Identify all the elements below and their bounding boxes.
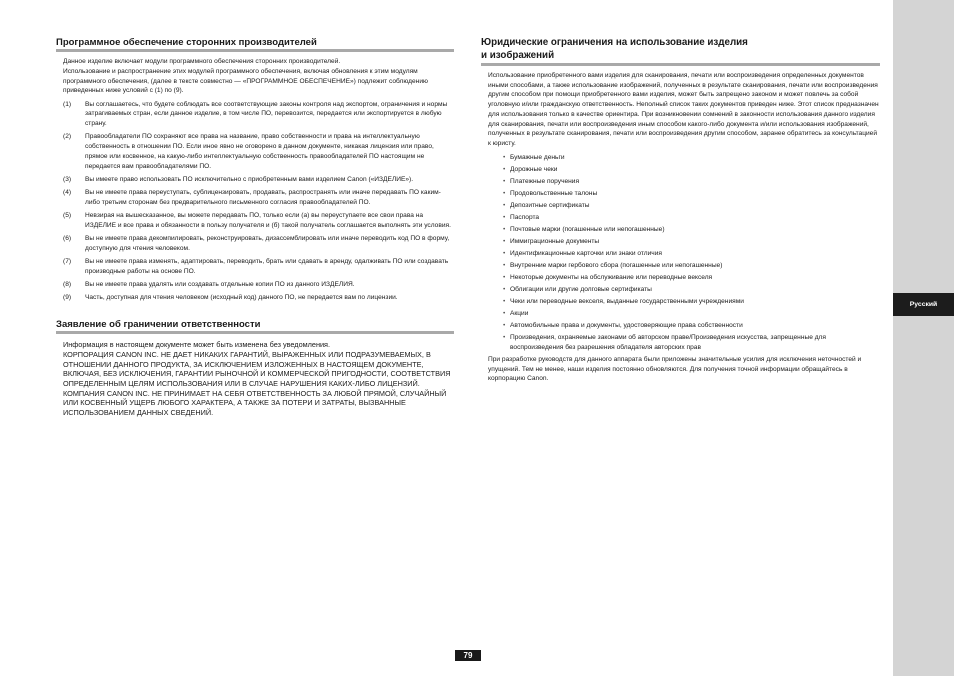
- bullet-icon: •: [503, 250, 506, 257]
- bullet-icon: •: [503, 201, 506, 209]
- list-item: [503, 213, 880, 223]
- bullet-icon: •: [503, 298, 506, 306]
- disclaimer-notice: Информация в настоящем документе может быть изменена без уведомления.: [63, 340, 331, 350]
- list-item: [503, 165, 880, 175]
- item-text: Облигации или другие долговые сертификаты: [510, 286, 652, 294]
- item-text: Вы соглашаетесь, что будете соблюдать все соответствующие законы контроля над экспортом, ограничения и нормы затрагиваемых стран, если данное изделие, в том числе ПО, перевозится, передается или экспортируется в любую страну.: [85, 100, 448, 128]
- bullet-icon: •: [503, 286, 506, 294]
- software-intro-line: Данное изделие включает модули программного обеспечения сторонних производителей.: [63, 58, 341, 65]
- list-item: [503, 249, 880, 259]
- item-number: (8): [63, 281, 72, 289]
- bullet-icon: •: [503, 165, 506, 173]
- bullet-icon: •: [503, 225, 506, 233]
- list-item: [56, 132, 454, 171]
- software-terms-list: [56, 100, 454, 303]
- list-item: [56, 257, 454, 276]
- item-text: Вы не имеете права изменять, адаптировать, переводить, брать или сдавать в аренду, одалживать ПО или создавать производные работы на основе ПО.: [85, 258, 449, 275]
- item-text: Паспорта: [510, 213, 540, 221]
- item-number: (4): [63, 189, 72, 197]
- legal-heading-line1: Юридические ограничения на использование изделия: [481, 37, 748, 48]
- legal-heading-line2: и изображений: [481, 49, 555, 61]
- item-text: Вы имеете право использовать ПО исключительно с приобретенным вами изделием Canon («ИЗДЕЛИЕ»).: [85, 175, 414, 183]
- item-text: Некоторые документы на обслуживание или переводные векселя: [510, 274, 713, 282]
- list-item: [503, 321, 880, 331]
- bullet-icon: •: [503, 213, 506, 221]
- list-item: [56, 280, 454, 290]
- item-text: Внутренние марки гербового сбора (погашенные или непогашенные): [510, 262, 723, 270]
- software-intro-line: Использование и распространение этих модулей программного обеспечения, включая обновления к этим модулям программного обеспечения, (далее в тексте совместно — «ПРОГРАММНОЕ ОБЕСПЕЧЕНИЕ») подлежит соблюдению приведенных ниже условий с (1) по (9).: [63, 67, 428, 95]
- item-text: Чеки или переводные векселя, выданные государственными учреждениями: [510, 298, 744, 306]
- list-item: [503, 225, 880, 235]
- bullet-icon: •: [503, 310, 506, 318]
- left-column: [56, 37, 454, 418]
- item-number: (5): [63, 212, 72, 220]
- list-item: [503, 237, 880, 247]
- software-intro: [56, 57, 454, 96]
- restricted-documents-list: [481, 153, 880, 353]
- item-number: (6): [63, 235, 72, 243]
- item-text: Бумажные деньги: [510, 153, 565, 161]
- item-text: Невзирая на вышесказанное, вы можете передавать ПО, только если (а) вы переуступаете все свои права на ИЗДЕЛИЕ и все права и обязанности в пользу получателя и (б) такой получатель соглашается выполнять эти условия.: [85, 212, 451, 229]
- item-number: (1): [63, 100, 72, 108]
- item-number: (7): [63, 258, 72, 266]
- item-text: Часть, доступная для чтения человеком (исходный код) данного ПО, не передается вам по лицензии.: [85, 294, 398, 302]
- bullet-icon: •: [503, 189, 506, 197]
- item-number: (3): [63, 175, 72, 183]
- item-number: (9): [63, 294, 72, 302]
- item-text: Вы не имеете права переуступать, сублицензировать, продавать, распространять или иначе передавать ПО каким-либо третьим сторонам без предварительного письменного согласия правообладателей ПО.: [85, 189, 441, 206]
- bullet-icon: •: [503, 334, 506, 342]
- list-item: [56, 211, 454, 230]
- list-item: [56, 293, 454, 303]
- bullet-icon: •: [503, 322, 506, 330]
- page-number: 79: [455, 650, 481, 661]
- disclaimer-body: [56, 340, 454, 418]
- item-text: Почтовые марки (погашенные или непогашенные): [510, 225, 665, 233]
- list-item: [503, 153, 880, 163]
- software-heading: Программное обеспечение сторонних производителей: [56, 37, 454, 52]
- item-text: Акции: [510, 310, 529, 318]
- item-text: Вы не имеете права удалять или создавать отдельные копии ПО из данного ИЗДЕЛИЯ.: [85, 281, 355, 289]
- bullet-icon: •: [503, 274, 506, 282]
- list-item: [503, 285, 880, 295]
- item-text: Произведения, охраняемые законами об авторском праве/Произведения искусства, запрещенные для воспроизведения без разрешения обладателя авторских прав: [510, 334, 826, 352]
- bullet-icon: •: [503, 262, 506, 270]
- right-column: [481, 37, 880, 384]
- bullet-icon: •: [503, 237, 506, 245]
- bullet-icon: •: [503, 153, 506, 161]
- list-item: [503, 333, 880, 352]
- list-item: [503, 189, 880, 199]
- list-item: [56, 188, 454, 207]
- item-text: Продовольственные талоны: [510, 189, 598, 197]
- item-number: (2): [63, 133, 72, 141]
- list-item: [56, 234, 454, 253]
- list-item: [503, 297, 880, 307]
- item-text: Депозитные сертификаты: [510, 201, 590, 209]
- disclaimer-heading: Заявление об граничении ответственности: [56, 319, 454, 334]
- list-item: [56, 175, 454, 185]
- item-text: Платежные поручения: [510, 177, 580, 185]
- legal-heading: [481, 37, 880, 66]
- item-text: Иммиграционные документы: [510, 237, 600, 245]
- item-text: Вы не имеете права декомпилировать, реконструировать, дизассемблировать или иначе переводить код ПО в форму, доступную для чтения человеком.: [85, 235, 450, 252]
- item-text: Идентификационные карточки или знаки отличия: [510, 250, 662, 257]
- list-item: [56, 100, 454, 129]
- item-text: Автомобильные права и документы, удостоверяющие права собственности: [510, 322, 743, 330]
- bullet-icon: •: [503, 177, 506, 185]
- list-item: [503, 273, 880, 283]
- list-item: [503, 309, 880, 319]
- side-strip: [893, 0, 954, 676]
- language-tab[interactable]: Русский: [893, 293, 954, 316]
- list-item: [503, 261, 880, 271]
- legal-intro: Использование приобретенного вами изделия для сканирования, печати или воспроизведения определенных документов иными способами, а также использование изображений, полученных в результате сканирования, печати или воспроизведения другим способом при помощи приобретенного вами изделия, может быть запрещено законом и может повлечь за собой уголовную и/или гражданскую ответственность. Неполный список таких документов приведен ниже. Этот список предназначен для использования только в качестве ориентира. При возникновении сомнений в законности использования данного изделия для сканирования, печати или воспроизведения иным способом какого-либо документа и/или использования изображений, полученных в результате сканирования, печати или воспроизведения другим способом, заранее обратитесь за консультацией к юристу.: [488, 72, 879, 147]
- list-item: [503, 177, 880, 187]
- item-text: Правообладатели ПО сохраняют все права на название, право собственности и права на интеллектуальную собственность в отношении ПО. Если иное явно не оговорено в данном документе, никакая лицензия или право, прямое или косвенное, на какую-либо интеллектуальную собственность правообладателей ПО настоящим не передается вам правообладателями ПО.: [85, 133, 434, 170]
- legal-outro: При разработке руководств для данного аппарата были приложены значительные усилия для исключения неточностей и упущений. Тем не менее, наши изделия постоянно обновляются. Для получения точной информации обращайтесь в корпорацию Canon.: [488, 356, 862, 383]
- list-item: [503, 201, 880, 211]
- item-text: Дорожные чеки: [510, 165, 558, 173]
- disclaimer-text: КОРПОРАЦИЯ CANON INC. НЕ ДАЕТ НИКАКИХ ГАРАНТИЙ, ВЫРАЖЕННЫХ ИЛИ ПОДРАЗУМЕВАЕМЫХ, В ОТНОШЕНИИ ДАННОГО ПРОДУКТА, ЗА ИСКЛЮЧЕНИЕМ ИЗЛОЖЕННЫХ В НАСТОЯЩЕМ ДОКУМЕНТЕ, ВКЛЮЧАЯ, БЕЗ ИСКЛЮЧЕНИЯ, ГАРАНТИИ РЫНОЧНОЙ И КОММЕРЧЕСКОЙ ПРИГОДНОСТИ, СООТВЕТСТВИЯ ОПРЕДЕЛЕННЫМ ЦЕЛЯМ ИСПОЛЬЗОВАНИЯ ИЛИ В СЛУЧАЕ НАРУШЕНИЯ КАКИХ-ЛИБО ЛИЦЕНЗИЙ. КОМПАНИЯ CANON INC. НЕ ПРИНИМАЕТ НА СЕБЯ ОТВЕТСТВЕННОСТЬ ЗА ЛЮБОЙ ПРЯМОЙ, СЛУЧАЙНЫЙ ИЛИ КОСВЕННЫЙ УЩЕРБ ЛЮБОГО ХАРАКТЕРА, А ТАКЖЕ ЗА ПОТЕРИ И ЗАТРАТЫ, ВЫЗВАННЫЕ ИСПОЛЬЗОВАНИЕМ ДАННЫХ СВЕДЕНИЙ.: [63, 349, 451, 418]
